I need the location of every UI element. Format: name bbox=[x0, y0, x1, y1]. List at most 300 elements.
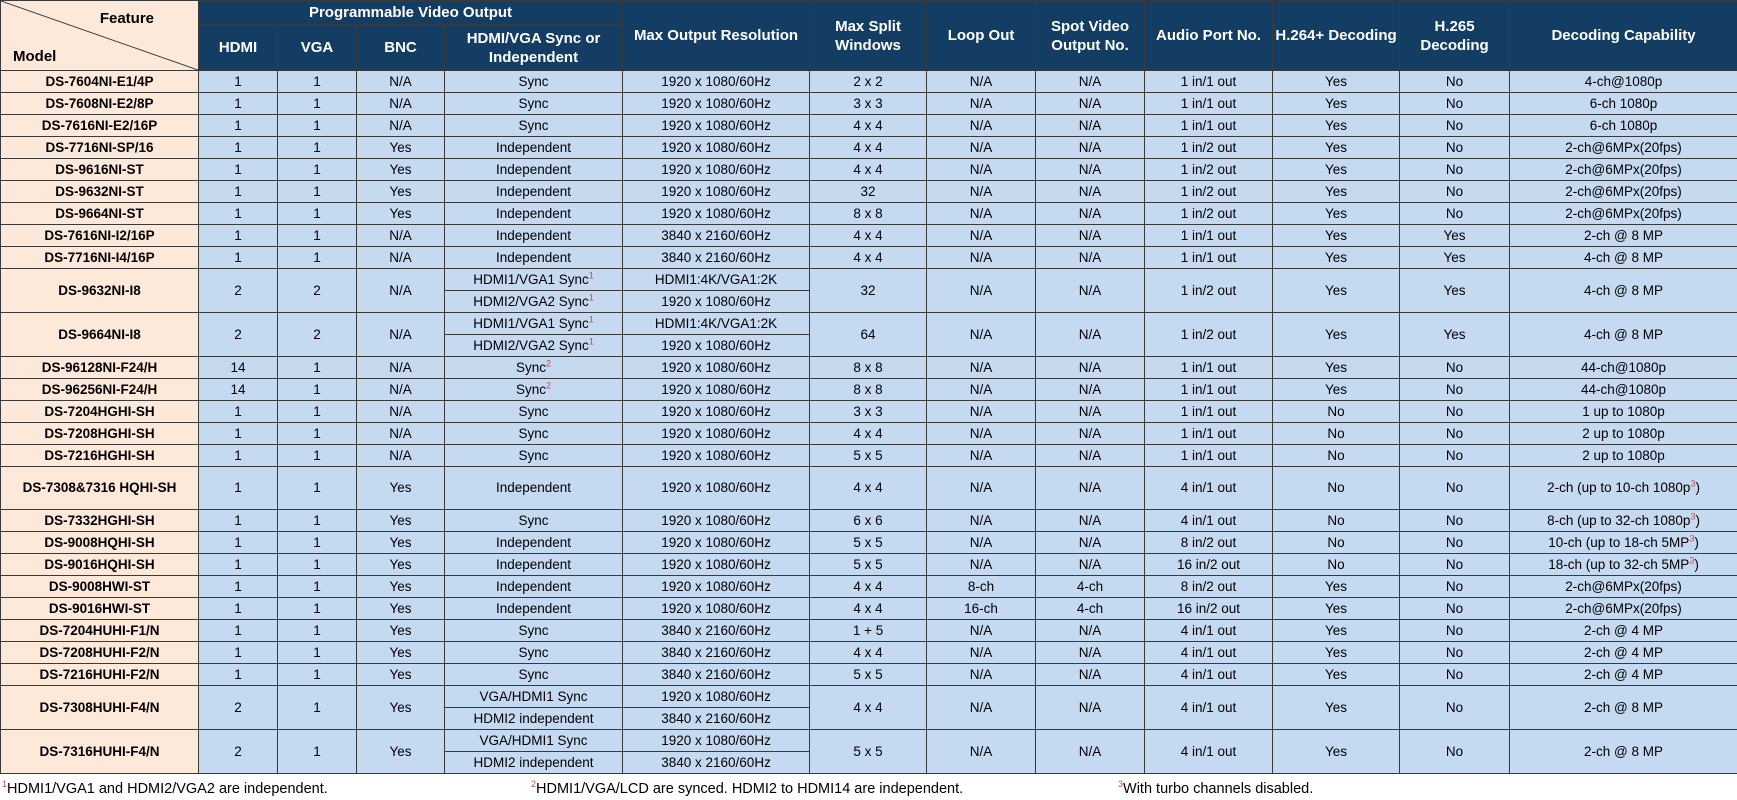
decoding-capability-cell bbox=[1510, 269, 1737, 313]
decoding-capability-cell bbox=[1510, 313, 1737, 357]
spot-output-cell: N/A bbox=[1036, 269, 1145, 313]
audio-port-cell: 1 in/1 out bbox=[1145, 93, 1273, 115]
resolution-cell: 1920 x 1080/60Hz bbox=[623, 532, 810, 554]
audio-port-cell: 1 in/1 out bbox=[1145, 445, 1273, 467]
spot-output-cell: N/A bbox=[1036, 313, 1145, 357]
h265-cell: No bbox=[1400, 181, 1510, 203]
cell-text: 2-ch @ 4 MP bbox=[1584, 666, 1664, 682]
audio-port-cell: 8 in/2 out bbox=[1145, 576, 1273, 598]
h265-cell: No bbox=[1400, 730, 1510, 774]
model-cell: DS-7316HUHI-F4/N bbox=[1, 730, 199, 774]
h264-cell: Yes bbox=[1273, 115, 1400, 137]
sync-cell bbox=[445, 93, 623, 115]
bnc-cell: N/A bbox=[357, 269, 445, 313]
h265-cell: No bbox=[1400, 203, 1510, 225]
table-row bbox=[1, 313, 1737, 335]
h264-cell: Yes bbox=[1273, 93, 1400, 115]
h265-cell: No bbox=[1400, 467, 1510, 510]
hdmi-cell: 2 bbox=[199, 686, 278, 730]
resolution-cell: 1920 x 1080/60Hz bbox=[623, 291, 810, 313]
model-cell: DS-7308&7316 HQHI-SH bbox=[1, 467, 199, 510]
model-cell: DS-9632NI-ST bbox=[1, 181, 199, 203]
table-row bbox=[1, 93, 1737, 115]
table-row bbox=[1, 225, 1737, 247]
col-header-decoding-capability: Decoding Capability bbox=[1510, 1, 1737, 71]
model-label: Model bbox=[13, 48, 57, 65]
vga-cell: 1 bbox=[278, 225, 357, 247]
h265-cell: No bbox=[1400, 423, 1510, 445]
cell-text-tail: ) bbox=[1695, 480, 1700, 495]
h264-cell: No bbox=[1273, 423, 1400, 445]
cell-text: 6-ch 1080p bbox=[1589, 95, 1658, 111]
sync-cell bbox=[445, 730, 623, 752]
spot-output-cell: N/A bbox=[1036, 554, 1145, 576]
vga-cell: 1 bbox=[278, 115, 357, 137]
spot-output-cell: N/A bbox=[1036, 115, 1145, 137]
spot-output-cell: N/A bbox=[1036, 686, 1145, 730]
split-windows-cell: 2 x 2 bbox=[810, 71, 927, 93]
resolution-cell: 1920 x 1080/60Hz bbox=[623, 115, 810, 137]
sync-cell bbox=[445, 357, 623, 379]
audio-port-cell: 1 in/1 out bbox=[1145, 247, 1273, 269]
spot-output-cell: N/A bbox=[1036, 159, 1145, 181]
loop-out-cell: N/A bbox=[927, 137, 1036, 159]
model-cell: DS-7208HGHI-SH bbox=[1, 423, 199, 445]
cell-text: 2-ch @ 8 MP bbox=[1584, 743, 1664, 759]
h265-cell: No bbox=[1400, 532, 1510, 554]
h265-cell: Yes bbox=[1400, 269, 1510, 313]
split-windows-cell: 4 x 4 bbox=[810, 686, 927, 730]
audio-port-cell: 1 in/1 out bbox=[1145, 71, 1273, 93]
spot-output-cell: N/A bbox=[1036, 203, 1145, 225]
spot-output-cell: N/A bbox=[1036, 137, 1145, 159]
h264-cell: Yes bbox=[1273, 71, 1400, 93]
loop-out-cell: N/A bbox=[927, 532, 1036, 554]
col-header-bnc: BNC bbox=[357, 25, 445, 71]
h264-cell: Yes bbox=[1273, 576, 1400, 598]
bnc-cell: Yes bbox=[357, 137, 445, 159]
h264-cell: Yes bbox=[1273, 664, 1400, 686]
bnc-cell: N/A bbox=[357, 313, 445, 357]
sync-cell bbox=[445, 708, 623, 730]
table-row bbox=[1, 115, 1737, 137]
bnc-cell: Yes bbox=[357, 686, 445, 730]
decoding-capability-cell bbox=[1510, 401, 1737, 423]
model-cell: DS-96128NI-F24/H bbox=[1, 357, 199, 379]
model-cell: DS-7216HGHI-SH bbox=[1, 445, 199, 467]
h264-cell: Yes bbox=[1273, 247, 1400, 269]
model-cell: DS-9008HQHI-SH bbox=[1, 532, 199, 554]
hdmi-cell: 1 bbox=[199, 181, 278, 203]
sync-cell bbox=[445, 181, 623, 203]
bnc-cell: Yes bbox=[357, 532, 445, 554]
cell-text: 44-ch@1080p bbox=[1581, 359, 1667, 375]
sync-cell bbox=[445, 225, 623, 247]
spot-output-cell: N/A bbox=[1036, 93, 1145, 115]
split-windows-cell: 4 x 4 bbox=[810, 159, 927, 181]
hdmi-cell: 1 bbox=[199, 71, 278, 93]
bnc-cell: N/A bbox=[357, 93, 445, 115]
model-cell: DS-7216HUHI-F2/N bbox=[1, 664, 199, 686]
table-row bbox=[1, 71, 1737, 93]
cell-text: 8-ch (up to 32-ch 1080p bbox=[1547, 512, 1691, 528]
table-row bbox=[1, 510, 1737, 532]
loop-out-cell: N/A bbox=[927, 71, 1036, 93]
bnc-cell: N/A bbox=[357, 115, 445, 137]
cell-text: Independent bbox=[495, 578, 572, 594]
table-body bbox=[1, 71, 1737, 774]
table-header bbox=[1, 1, 1737, 71]
bnc-cell: Yes bbox=[357, 554, 445, 576]
table-row bbox=[1, 620, 1737, 642]
loop-out-cell: N/A bbox=[927, 379, 1036, 401]
hdmi-cell: 14 bbox=[199, 357, 278, 379]
h265-cell: No bbox=[1400, 379, 1510, 401]
cell-text: 2-ch@6MPx(20fps) bbox=[1565, 578, 1682, 594]
hdmi-cell: 2 bbox=[199, 730, 278, 774]
bnc-cell: N/A bbox=[357, 71, 445, 93]
resolution-cell: 3840 x 2160/60Hz bbox=[623, 620, 810, 642]
decoding-capability-cell bbox=[1510, 159, 1737, 181]
split-windows-cell: 32 bbox=[810, 181, 927, 203]
cell-text: HDMI1/VGA1 Sync bbox=[473, 271, 589, 287]
loop-out-cell: N/A bbox=[927, 269, 1036, 313]
resolution-cell: 1920 x 1080/60Hz bbox=[623, 576, 810, 598]
loop-out-cell: N/A bbox=[927, 357, 1036, 379]
cell-text-tail: ) bbox=[1694, 534, 1699, 550]
vga-cell: 1 bbox=[278, 159, 357, 181]
table-row bbox=[1, 642, 1737, 664]
resolution-cell: 1920 x 1080/60Hz bbox=[623, 423, 810, 445]
footnote-ref: 1 bbox=[588, 270, 594, 280]
table-row bbox=[1, 598, 1737, 620]
loop-out-cell: 8-ch bbox=[927, 576, 1036, 598]
table-row bbox=[1, 137, 1737, 159]
audio-port-cell: 16 in/2 out bbox=[1145, 598, 1273, 620]
decoding-capability-cell bbox=[1510, 686, 1737, 730]
split-windows-cell: 5 x 5 bbox=[810, 445, 927, 467]
cell-text: Independent bbox=[495, 480, 572, 495]
sync-cell bbox=[445, 137, 623, 159]
table-row bbox=[1, 445, 1737, 467]
h265-cell: No bbox=[1400, 115, 1510, 137]
h264-cell: No bbox=[1273, 532, 1400, 554]
model-cell: DS-9664NI-I8 bbox=[1, 313, 199, 357]
sync-cell bbox=[445, 423, 623, 445]
footnote-ref: 2 bbox=[546, 358, 552, 368]
audio-port-cell: 4 in/1 out bbox=[1145, 686, 1273, 730]
bnc-cell: Yes bbox=[357, 181, 445, 203]
vga-cell: 1 bbox=[278, 598, 357, 620]
cell-text: 10-ch (up to 18-ch 5MP bbox=[1548, 534, 1690, 550]
cell-text: 4-ch @ 8 MP bbox=[1584, 282, 1664, 298]
split-windows-cell: 3 x 3 bbox=[810, 401, 927, 423]
audio-port-cell: 1 in/1 out bbox=[1145, 115, 1273, 137]
split-windows-cell: 4 x 4 bbox=[810, 642, 927, 664]
loop-out-cell: N/A bbox=[927, 181, 1036, 203]
table-row bbox=[1, 730, 1737, 752]
cell-text: Independent bbox=[495, 227, 572, 243]
cell-text: HDMI1/VGA1 Sync bbox=[473, 315, 589, 331]
model-cell: DS-7204HGHI-SH bbox=[1, 401, 199, 423]
split-windows-cell: 4 x 4 bbox=[810, 115, 927, 137]
hdmi-cell: 1 bbox=[199, 137, 278, 159]
cell-text: Sync bbox=[516, 381, 547, 397]
vga-cell: 1 bbox=[278, 247, 357, 269]
hdmi-cell: 1 bbox=[199, 115, 278, 137]
sync-cell bbox=[445, 203, 623, 225]
table-row bbox=[1, 379, 1737, 401]
col-header-spot-video-output: Spot Video Output No. bbox=[1036, 1, 1145, 71]
loop-out-cell: N/A bbox=[927, 686, 1036, 730]
hdmi-cell: 1 bbox=[199, 247, 278, 269]
col-header-hdmi: HDMI bbox=[199, 25, 278, 71]
bnc-cell: Yes bbox=[357, 203, 445, 225]
sync-cell bbox=[445, 554, 623, 576]
cell-text: Independent bbox=[495, 139, 572, 155]
hdmi-cell: 1 bbox=[199, 664, 278, 686]
footnote-3 bbox=[1118, 778, 1313, 800]
spot-output-cell: 4-ch bbox=[1036, 576, 1145, 598]
h265-cell: No bbox=[1400, 357, 1510, 379]
spot-output-cell: N/A bbox=[1036, 664, 1145, 686]
h264-cell: Yes bbox=[1273, 181, 1400, 203]
sync-cell bbox=[445, 291, 623, 313]
spot-output-cell: N/A bbox=[1036, 181, 1145, 203]
audio-port-cell: 1 in/1 out bbox=[1145, 225, 1273, 247]
sync-cell bbox=[445, 313, 623, 335]
h265-cell: No bbox=[1400, 71, 1510, 93]
cell-text: 2-ch @ 8 MP bbox=[1584, 227, 1664, 243]
model-cell: DS-7204HUHI-F1/N bbox=[1, 620, 199, 642]
cell-text: 6-ch 1080p bbox=[1589, 117, 1658, 133]
vga-cell: 1 bbox=[278, 576, 357, 598]
cell-text: Sync bbox=[518, 666, 549, 682]
vga-cell: 1 bbox=[278, 357, 357, 379]
header-corner bbox=[1, 1, 199, 71]
hdmi-cell: 14 bbox=[199, 379, 278, 401]
decoding-capability-cell bbox=[1510, 423, 1737, 445]
split-windows-cell: 8 x 8 bbox=[810, 379, 927, 401]
table-row bbox=[1, 401, 1737, 423]
decoding-capability-cell bbox=[1510, 664, 1737, 686]
col-header-h265-decoding: H.265 Decoding bbox=[1400, 1, 1510, 71]
spot-output-cell: N/A bbox=[1036, 247, 1145, 269]
sync-cell bbox=[445, 401, 623, 423]
bnc-cell: N/A bbox=[357, 225, 445, 247]
model-cell: DS-7616NI-I2/16P bbox=[1, 225, 199, 247]
h265-cell: No bbox=[1400, 642, 1510, 664]
h265-cell: Yes bbox=[1400, 313, 1510, 357]
bnc-cell: N/A bbox=[357, 379, 445, 401]
decoding-capability-cell bbox=[1510, 532, 1737, 554]
loop-out-cell: N/A bbox=[927, 247, 1036, 269]
spot-output-cell: N/A bbox=[1036, 445, 1145, 467]
decoding-capability-cell bbox=[1510, 554, 1737, 576]
h264-cell: Yes bbox=[1273, 642, 1400, 664]
model-cell: DS-7604NI-E1/4P bbox=[1, 71, 199, 93]
cell-text: Independent bbox=[495, 534, 572, 550]
sync-cell bbox=[445, 510, 623, 532]
cell-text: Sync bbox=[518, 447, 549, 463]
h265-cell: Yes bbox=[1400, 225, 1510, 247]
footnote-mark: 2 bbox=[531, 779, 537, 790]
loop-out-cell: N/A bbox=[927, 115, 1036, 137]
loop-out-cell: N/A bbox=[927, 620, 1036, 642]
resolution-cell: 3840 x 2160/60Hz bbox=[623, 708, 810, 730]
h264-cell: Yes bbox=[1273, 620, 1400, 642]
bnc-cell: Yes bbox=[357, 598, 445, 620]
bnc-cell: Yes bbox=[357, 620, 445, 642]
hdmi-cell: 1 bbox=[199, 576, 278, 598]
sync-cell bbox=[445, 620, 623, 642]
sync-cell bbox=[445, 379, 623, 401]
sync-cell bbox=[445, 445, 623, 467]
col-header-audio-port: Audio Port No. bbox=[1145, 1, 1273, 71]
model-cell: DS-9016HWI-ST bbox=[1, 598, 199, 620]
h264-cell: No bbox=[1273, 445, 1400, 467]
cell-text: Independent bbox=[495, 249, 572, 265]
split-windows-cell: 1 + 5 bbox=[810, 620, 927, 642]
h264-cell: Yes bbox=[1273, 203, 1400, 225]
decoding-capability-cell bbox=[1510, 730, 1737, 774]
audio-port-cell: 1 in/2 out bbox=[1145, 313, 1273, 357]
hdmi-cell: 1 bbox=[199, 642, 278, 664]
sync-cell bbox=[445, 71, 623, 93]
audio-port-cell: 1 in/2 out bbox=[1145, 181, 1273, 203]
spot-output-cell: N/A bbox=[1036, 532, 1145, 554]
footnote-ref: 1 bbox=[588, 292, 594, 302]
footnote-ref: 3 bbox=[1690, 478, 1696, 489]
hdmi-cell: 1 bbox=[199, 532, 278, 554]
hdmi-cell: 1 bbox=[199, 401, 278, 423]
hdmi-cell: 2 bbox=[199, 269, 278, 313]
vga-cell: 1 bbox=[278, 71, 357, 93]
audio-port-cell: 1 in/2 out bbox=[1145, 159, 1273, 181]
model-cell: DS-7208HUHI-F2/N bbox=[1, 642, 199, 664]
split-windows-cell: 32 bbox=[810, 269, 927, 313]
model-cell: DS-9008HWI-ST bbox=[1, 576, 199, 598]
spot-output-cell: N/A bbox=[1036, 620, 1145, 642]
model-cell: DS-9664NI-ST bbox=[1, 203, 199, 225]
cell-text: 2-ch@6MPx(20fps) bbox=[1565, 139, 1682, 155]
hdmi-cell: 1 bbox=[199, 225, 278, 247]
h265-cell: Yes bbox=[1400, 247, 1510, 269]
decoding-capability-cell bbox=[1510, 225, 1737, 247]
model-cell: DS-7608NI-E2/8P bbox=[1, 93, 199, 115]
bnc-cell: Yes bbox=[357, 576, 445, 598]
decoding-capability-cell bbox=[1510, 357, 1737, 379]
resolution-cell: 1920 x 1080/60Hz bbox=[623, 357, 810, 379]
h264-cell: Yes bbox=[1273, 686, 1400, 730]
vga-cell: 1 bbox=[278, 730, 357, 774]
h265-cell: No bbox=[1400, 576, 1510, 598]
audio-port-cell: 1 in/1 out bbox=[1145, 357, 1273, 379]
cell-text-tail: ) bbox=[1694, 556, 1699, 572]
hdmi-cell: 1 bbox=[199, 203, 278, 225]
hdmi-cell: 1 bbox=[199, 510, 278, 532]
bnc-cell: Yes bbox=[357, 159, 445, 181]
vga-cell: 1 bbox=[278, 137, 357, 159]
h265-cell: No bbox=[1400, 93, 1510, 115]
hdmi-cell: 1 bbox=[199, 467, 278, 510]
hdmi-cell: 2 bbox=[199, 313, 278, 357]
bnc-cell: Yes bbox=[357, 467, 445, 510]
footnote-text: HDMI1/VGA1 and HDMI2/VGA2 are independent. bbox=[7, 781, 328, 797]
footnote-ref: 2 bbox=[546, 380, 552, 390]
table-row bbox=[1, 467, 1737, 510]
decoding-capability-cell bbox=[1510, 576, 1737, 598]
resolution-cell: 1920 x 1080/60Hz bbox=[623, 510, 810, 532]
col-header-max-split-windows: Max Split Windows bbox=[810, 1, 927, 71]
loop-out-cell: N/A bbox=[927, 203, 1036, 225]
vga-cell: 1 bbox=[278, 181, 357, 203]
bnc-cell: N/A bbox=[357, 445, 445, 467]
spot-output-cell: N/A bbox=[1036, 510, 1145, 532]
cell-text: Sync bbox=[518, 644, 549, 660]
vga-cell: 1 bbox=[278, 620, 357, 642]
split-windows-cell: 4 x 4 bbox=[810, 598, 927, 620]
cell-text: HDMI2 independent bbox=[473, 754, 594, 770]
vga-cell: 1 bbox=[278, 554, 357, 576]
cell-text: 4-ch @ 8 MP bbox=[1584, 326, 1664, 342]
loop-out-cell: N/A bbox=[927, 510, 1036, 532]
cell-text: 2-ch @ 4 MP bbox=[1584, 644, 1664, 660]
sync-cell bbox=[445, 115, 623, 137]
split-windows-cell: 8 x 8 bbox=[810, 357, 927, 379]
decoding-capability-cell bbox=[1510, 203, 1737, 225]
split-windows-cell: 3 x 3 bbox=[810, 93, 927, 115]
cell-text: HDMI2/VGA2 Sync bbox=[473, 293, 589, 309]
h265-cell: No bbox=[1400, 510, 1510, 532]
decoding-capability-cell bbox=[1510, 379, 1737, 401]
cell-text: Sync bbox=[518, 512, 549, 528]
spot-output-cell: N/A bbox=[1036, 401, 1145, 423]
table-row bbox=[1, 686, 1737, 708]
cell-text: Sync bbox=[518, 403, 549, 419]
resolution-cell: 1920 x 1080/60Hz bbox=[623, 686, 810, 708]
footnote-mark: 1 bbox=[2, 779, 8, 790]
footnote-ref: 3 bbox=[1690, 511, 1696, 521]
table-row bbox=[1, 576, 1737, 598]
cell-text: 2-ch@6MPx(20fps) bbox=[1565, 205, 1682, 221]
spot-output-cell: N/A bbox=[1036, 730, 1145, 774]
audio-port-cell: 8 in/2 out bbox=[1145, 532, 1273, 554]
cell-text: 2-ch @ 4 MP bbox=[1584, 622, 1664, 638]
resolution-cell: 1920 x 1080/60Hz bbox=[623, 401, 810, 423]
cell-text: 4-ch @ 8 MP bbox=[1584, 249, 1664, 265]
split-windows-cell: 64 bbox=[810, 313, 927, 357]
audio-port-cell: 4 in/1 out bbox=[1145, 620, 1273, 642]
vga-cell: 1 bbox=[278, 686, 357, 730]
resolution-cell: 1920 x 1080/60Hz bbox=[623, 203, 810, 225]
spot-output-cell: N/A bbox=[1036, 357, 1145, 379]
decoding-capability-cell bbox=[1510, 467, 1737, 510]
table-row bbox=[1, 269, 1737, 291]
split-windows-cell: 4 x 4 bbox=[810, 247, 927, 269]
vga-cell: 1 bbox=[278, 642, 357, 664]
vga-cell: 1 bbox=[278, 664, 357, 686]
col-header-max-output-resolution: Max Output Resolution bbox=[623, 1, 810, 71]
h264-cell: No bbox=[1273, 467, 1400, 510]
cell-text: 44-ch@1080p bbox=[1581, 381, 1667, 397]
sync-cell bbox=[445, 269, 623, 291]
split-windows-cell: 4 x 4 bbox=[810, 423, 927, 445]
decoding-capability-cell bbox=[1510, 181, 1737, 203]
resolution-cell: 3840 x 2160/60Hz bbox=[623, 664, 810, 686]
resolution-cell: 1920 x 1080/60Hz bbox=[623, 137, 810, 159]
model-cell: DS-7716NI-SP/16 bbox=[1, 137, 199, 159]
